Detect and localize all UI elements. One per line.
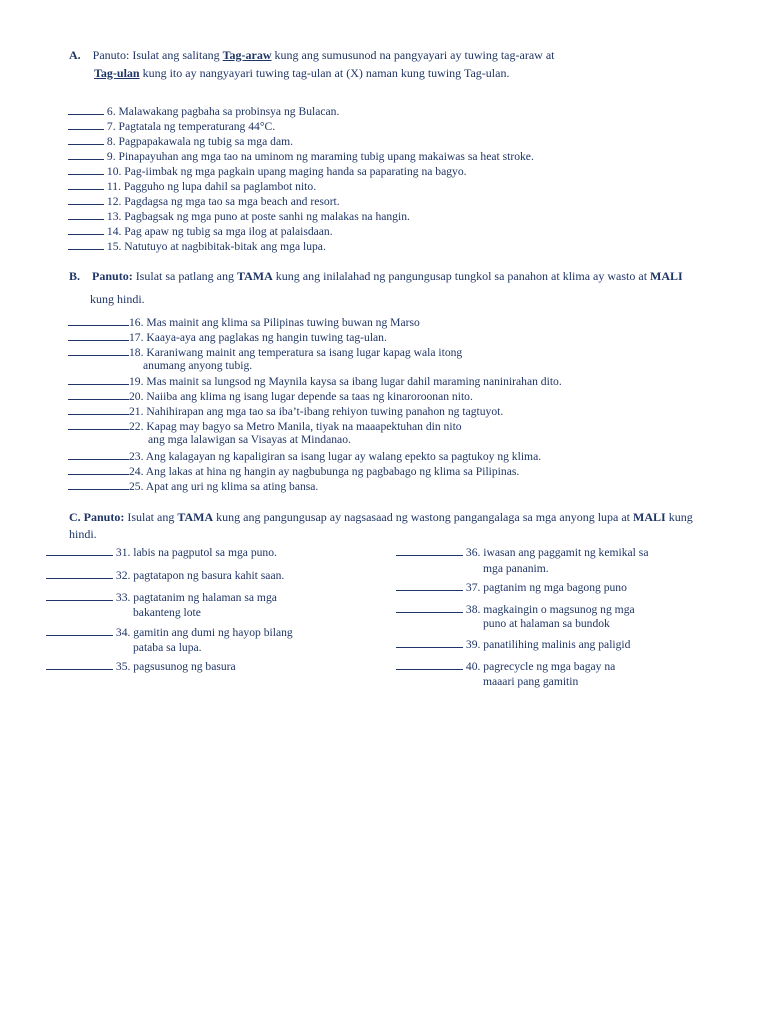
section-c-text4: hindi. <box>69 527 97 541</box>
list-item: 16. Mas mainit ang klima sa Pilipinas tuwing buwan ng Marso <box>68 314 420 330</box>
list-item: 36. iwasan ang paggamit ng kemikal sa <box>396 544 648 560</box>
list-item: 21. Nahihirapan ang mga tao sa iba’t-ibang rehiyon tuwing panahon ng tagtuyot. <box>68 403 503 419</box>
list-item: 25. Apat ang uri ng klima sa ating bansa. <box>68 478 318 494</box>
list-item: 23. Ang kalagayan ng kapaligiran sa isang lugar ay walang epekto sa pagtukoy ng klima. <box>68 448 541 464</box>
list-item: 32. pagtatapon ng basura kahit saan. <box>46 567 284 583</box>
section-b-text2: kung ang inilalahad ng pangungusap tungkol sa panahon at klima ay wasto at <box>272 269 651 283</box>
answer-blank[interactable] <box>46 589 113 601</box>
answer-blank[interactable] <box>396 544 463 556</box>
list-item: 11. Pagguho ng lupa dahil sa paglambot nito. <box>68 178 316 194</box>
list-item: 31. labis na pagputol sa mga puno. <box>46 544 277 560</box>
answer-blank[interactable] <box>68 103 104 115</box>
list-item: 22. Kapag may bagyo sa Metro Manila, tiyak na maaapektuhan din nito <box>68 418 462 434</box>
section-c-text2: kung ang pangungusap ay nagsasaad ng wastong pangangalaga sa mga anyong lupa at <box>213 510 634 524</box>
section-c-text1: Isulat ang <box>124 510 178 524</box>
answer-blank[interactable] <box>68 373 129 385</box>
list-item: 9. Pinapayuhan ang mga tao na uminom ng maraming tubig upang makaiwas sa heat stroke. <box>68 148 534 164</box>
list-item-continuation: puno at halaman sa bundok <box>483 617 610 630</box>
section-c-instruction-line2 <box>69 527 97 541</box>
list-item: 39. panatilihing malinis ang paligid <box>396 636 630 652</box>
answer-blank[interactable] <box>46 624 113 636</box>
answer-blank[interactable] <box>68 163 104 175</box>
answer-blank[interactable] <box>68 478 129 490</box>
answer-blank[interactable] <box>68 208 104 220</box>
list-item: 14. Pag apaw ng tubig sa mga ilog at palaisdaan. <box>68 223 333 239</box>
list-item-continuation: mga pananim. <box>483 562 549 575</box>
list-item: 12. Pagdagsa ng mga tao sa mga beach and resort. <box>68 193 340 209</box>
section-c-key2: MALI <box>633 510 666 524</box>
section-b-instruction-line1 <box>69 269 683 283</box>
answer-blank[interactable] <box>396 636 463 648</box>
list-item: 24. Ang lakas at hina ng hangin ay nagbubunga ng pagbabago ng klima sa Pilipinas. <box>68 463 519 479</box>
section-c-instruction-line1 <box>69 510 693 524</box>
answer-blank[interactable] <box>396 601 463 613</box>
answer-blank[interactable] <box>68 178 104 190</box>
answer-blank[interactable] <box>68 118 104 130</box>
answer-blank[interactable] <box>396 658 463 670</box>
section-b-key2: MALI <box>650 269 683 283</box>
list-item: 20. Naiiba ang klima ng isang lugar depende sa taas ng kinaroroonan nito. <box>68 388 473 404</box>
section-a-key1: Tag-araw <box>222 48 272 62</box>
section-a-instruction-line1 <box>69 48 554 62</box>
list-item-continuation: maaari pang gamitin <box>483 675 579 688</box>
section-c-letter: C. <box>69 510 81 524</box>
list-item: 37. pagtanim ng mga bagong puno <box>396 579 627 595</box>
section-a-text3: kung ito ay nangyayari tuwing tag-ulan at (X) naman kung tuwing Tag-ulan. <box>139 66 510 80</box>
list-item: 38. magkaingin o magsunog ng mga <box>396 601 635 617</box>
list-item: 6. Malawakang pagbaha sa probinsya ng Bulacan. <box>68 103 339 119</box>
list-item: 13. Pagbagsak ng mga puno at poste sanhi ng malakas na hangin. <box>68 208 410 224</box>
list-item: 15. Natutuyo at nagbibitak-bitak ang mga lupa. <box>68 238 326 254</box>
answer-blank[interactable] <box>46 658 113 670</box>
answer-blank[interactable] <box>46 567 113 579</box>
section-b-key1: TAMA <box>237 269 273 283</box>
section-a-label: Panuto: <box>92 48 130 62</box>
section-c-key1: TAMA <box>177 510 214 524</box>
answer-blank[interactable] <box>68 463 129 475</box>
list-item: 10. Pag-iimbak ng mga pagkain upang maging handa sa paparating na bagyo. <box>68 163 467 179</box>
answer-blank[interactable] <box>68 403 129 415</box>
list-item-continuation: bakanteng lote <box>133 606 201 619</box>
answer-blank[interactable] <box>68 418 129 430</box>
answer-blank[interactable] <box>68 448 129 460</box>
list-item: 35. pagsusunog ng basura <box>46 658 236 674</box>
section-b-instruction-line2 <box>90 292 145 306</box>
section-c-label: Panuto: <box>83 510 125 524</box>
answer-blank[interactable] <box>68 193 104 205</box>
answer-blank[interactable] <box>68 238 104 250</box>
list-item: 19. Mas mainit sa lungsod ng Maynila kaysa sa ibang lugar dahil maraming naninirahan dito. <box>68 373 562 389</box>
list-item: 33. pagtatanim ng halaman sa mga <box>46 589 277 605</box>
list-item: 18. Karaniwang mainit ang temperatura sa isang lugar kapag wala itong <box>68 344 462 360</box>
section-b-letter: B. <box>69 269 81 283</box>
list-item: 17. Kaaya-aya ang paglakas ng hangin tuwing tag-ulan. <box>68 329 387 345</box>
list-item-continuation: anumang anyong tubig. <box>143 359 253 372</box>
answer-blank[interactable] <box>396 579 463 591</box>
list-item: 40. pagrecycle ng mga bagay na <box>396 658 615 674</box>
section-a-letter: A. <box>69 48 81 62</box>
answer-blank[interactable] <box>46 544 113 556</box>
section-b-label: Panuto: <box>92 269 133 283</box>
answer-blank[interactable] <box>68 329 129 341</box>
section-a-instruction-line2 <box>94 66 509 80</box>
list-item: 34. gamitin ang dumi ng hayop bilang <box>46 624 293 640</box>
answer-blank[interactable] <box>68 223 104 235</box>
list-item-continuation: ang mga lalawigan sa Visayas at Mindanao. <box>148 433 351 446</box>
list-item-continuation: pataba sa lupa. <box>133 641 202 654</box>
section-a-text1: Isulat ang salitang <box>129 48 223 62</box>
answer-blank[interactable] <box>68 344 129 356</box>
answer-blank[interactable] <box>68 148 104 160</box>
section-c-text3: kung <box>665 510 693 524</box>
answer-blank[interactable] <box>68 133 104 145</box>
section-a-key2: Tag-ulan <box>94 66 140 80</box>
answer-blank[interactable] <box>68 314 129 326</box>
answer-blank[interactable] <box>68 388 129 400</box>
section-b-text3: kung hindi. <box>90 292 145 306</box>
list-item: 7. Pagtatala ng temperaturang 44°C. <box>68 118 275 134</box>
section-a-text2: kung ang sumusunod na pangyayari ay tuwing tag-araw at <box>271 48 555 62</box>
list-item: 8. Pagpapakawala ng tubig sa mga dam. <box>68 133 293 149</box>
section-b-text1: Isulat sa patlang ang <box>132 269 237 283</box>
